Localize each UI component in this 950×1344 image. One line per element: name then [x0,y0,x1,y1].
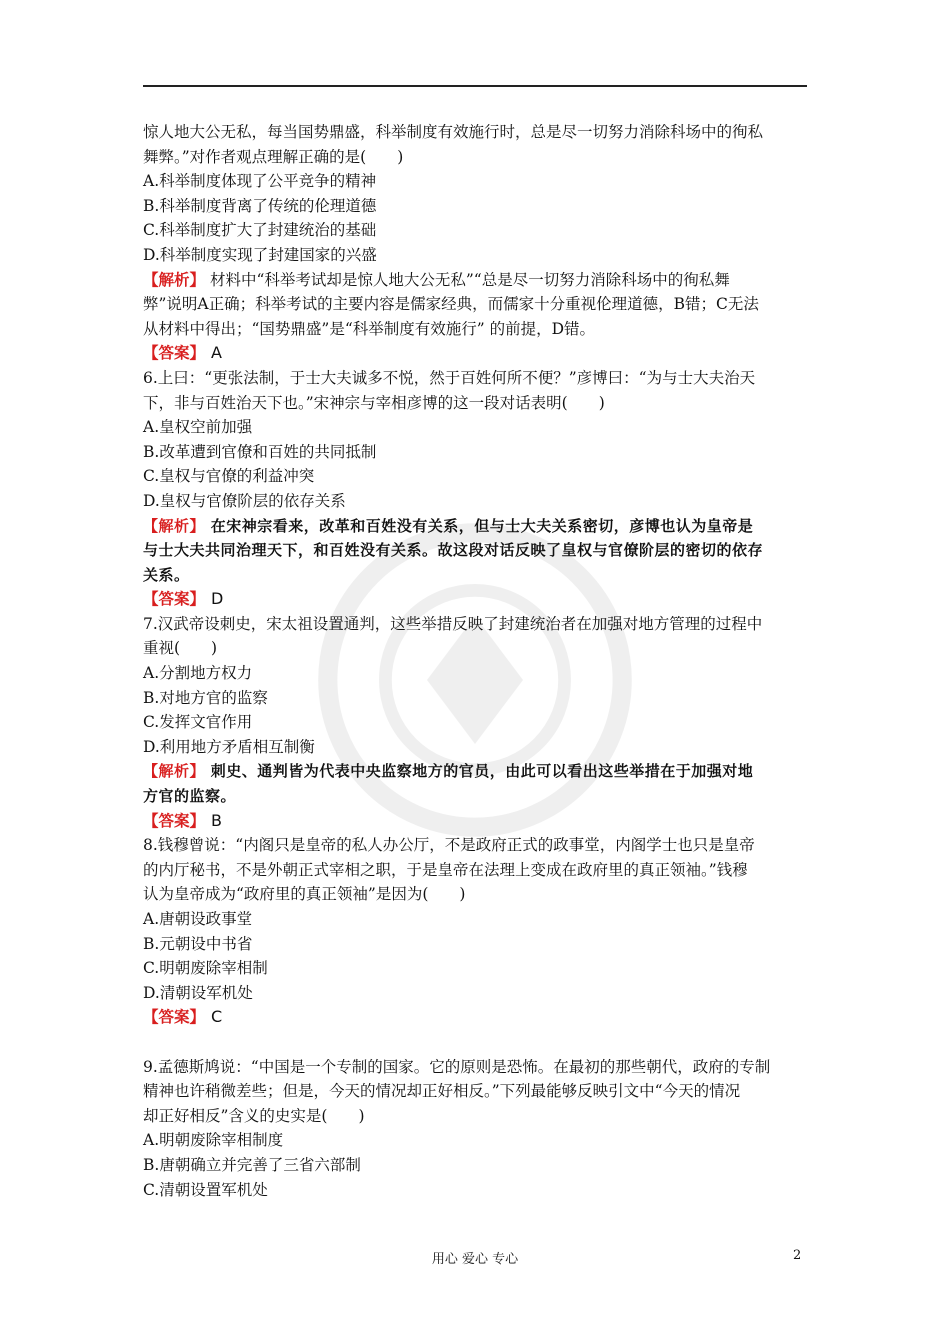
analysis-text: 材料中“科举考试却是惊人地大公无私”“总是尽一切努力消除科场中的徇私舞 [205,270,730,289]
analysis-line [143,268,807,293]
text-line: C.皇权与官僚的利益冲突 [143,467,315,486]
text-line: C.明朝废除宰相制 [143,959,268,978]
text-line: 重视( ) [143,639,218,658]
text-line: 弊”说明A正确；科举考试的主要内容是儒家经典，而儒家十分重视伦理道德，B错；C无法 [143,295,759,314]
text-line: C.清朝设置军机处 [143,1180,268,1199]
analysis-line [143,759,807,784]
text-line: B.元朝设中书省 [143,934,253,953]
page-footer: 用心 爱心 专心 [431,1252,519,1267]
text-line: 9.孟德斯鸠说：“中国是一个专制的国家。它的原则是恐怖。在最初的那些朝代，政府的专制 [143,1057,771,1076]
text-line: 8.钱穆曾说：“内阁只是皇帝的私人办公厅，不是政府正式的政事堂，内阁学士也只是皇帝 [143,836,755,855]
answer-line [143,341,807,366]
analysis-tag: 【解析】 [143,516,206,535]
blank-line [143,1030,807,1055]
answer-value: B [211,810,222,830]
analysis-continuation-line: 与士大夫共同治理天下，和百姓没有关系。故这段对话反映了皇权与官僚阶层的密切的依存 [143,541,764,560]
text-line: B.改革遭到官僚和百姓的共同抵制 [143,442,377,461]
analysis-line [143,514,807,539]
text-line: 7.汉武帝设刺史，宋太祖设置通判，这些举措反映了封建统治者在加强对地方管理的过程中 [143,614,763,633]
text-line: A.明朝废除宰相制度 [143,1131,284,1150]
text-line: C.科举制度扩大了封建统治的基础 [143,221,377,240]
answer-line [143,587,807,612]
analysis-tag: 【解析】 [143,269,206,289]
text-line: A.科举制度体现了公平竞争的精神 [143,172,377,191]
text-line: 却正好相反”含义的史实是( ) [143,1106,365,1125]
document-body [143,120,807,1202]
text-line: D.科举制度实现了封建国家的兴盛 [143,245,377,264]
text-line: 6.上曰：“更张法制，于士大夫诚多不悦，然于百姓何所不便？”彦博曰：“为与士大夫治天 [143,368,756,387]
page-number: 2 [793,1248,802,1263]
text-line: 精神也许稍微差些；但是，今天的情况却正好相反。”下列最能够反映引文中“今天的情况 [143,1082,741,1101]
answer-tag: 【答案】 [143,343,206,363]
answer-value: A [211,343,222,363]
answer-line [143,1005,807,1030]
text-line: B.唐朝确立并完善了三省六部制 [143,1155,361,1174]
text-line: 下，非与百姓治天下也。”宋神宗与宰相彦博的这一段对话表明( ) [143,393,605,412]
text-line: D.利用地方矛盾相互制衡 [143,737,315,756]
text-line: 认为皇帝成为“政府里的真正领袖”是因为( ) [143,885,466,904]
analysis-continuation-line: 关系。 [143,565,190,584]
text-line: A.皇权空前加强 [143,418,253,437]
answer-tag: 【答案】 [143,810,206,830]
answer-tag: 【答案】 [143,1007,206,1027]
answer-value: D [211,589,224,609]
text-line: C.发挥文官作用 [143,713,253,732]
text-line: 舞弊。”对作者观点理解正确的是( ) [143,147,404,166]
answer-line [143,809,807,834]
text-line: 的内厅秘书，不是外朝正式宰相之职，于是皇帝在法理上变成在政府里的真正领袖。”钱穆 [143,860,748,879]
text-line: A.唐朝设政事堂 [143,910,253,928]
answer-tag: 【答案】 [143,589,206,609]
analysis-text: 在宋神宗看来，改革和百姓没有关系，但与士大夫关系密切，彦博也认为皇帝是 [205,516,754,535]
text-line: B.对地方官的监察 [143,688,268,707]
header-rule [143,85,807,87]
text-line: D.皇权与官僚阶层的依存关系 [143,491,346,510]
text-line: 惊人地大公无私，每当国势鼎盛，科举制度有效施行时，总是尽一切努力消除科场中的徇私 [143,123,764,141]
analysis-tag: 【解析】 [143,762,206,781]
answer-value: C [211,1007,223,1027]
text-line: A.分割地方权力 [143,664,253,683]
text-line: B.科举制度背离了传统的伦理道德 [143,196,377,215]
analysis-text: 刺史、通判皆为代表中央监察地方的官员，由此可以看出这些举措在于加强对地 [205,762,754,781]
analysis-continuation-line: 方官的监察。 [143,787,237,806]
text-line: D.清朝设军机处 [143,983,253,1002]
text-line: 从材料中得出；“国势鼎盛”是“科举制度有效施行” 的前提，D错。 [143,319,596,338]
